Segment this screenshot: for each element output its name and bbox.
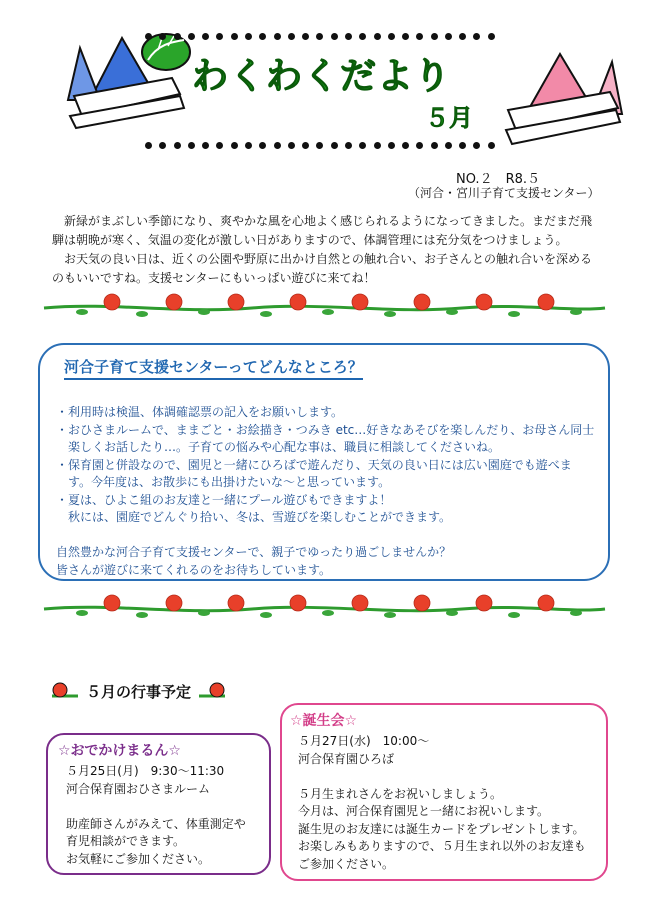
organization: （河合・宮川子育て支援センター） [408, 186, 600, 200]
birthday-line: ５月27日(水) 10:00～ [298, 734, 430, 748]
dotted-border-top [145, 33, 495, 43]
schedule-title: ５月の行事予定 [86, 682, 192, 701]
outing-event-title: ☆おでかけまるん☆ [58, 743, 181, 759]
birthday-line: 河合保育園ひろば [298, 751, 395, 766]
about-line: す。今年度は、お散歩にも出掛けたいな～と思っています。 [56, 475, 391, 489]
intro-paragraph: お天気の良い日は、近くの公園や野原に出かけ自然との触れ合い、お子さんとの触れ合いを深めるのもいいですね。支援センターにもいっぱい遊びに来てね！ [52, 252, 593, 285]
about-line: 楽しくお話したり…。子育ての悩みや心配な事は、職員に相談してくださいね。 [56, 440, 501, 454]
about-line: ・保育園と併設なので、園児と一緒にひろばで遊んだり、天気の良い日には広い園庭でも遊べま [56, 457, 572, 472]
about-section-title: 河合子育て支援センターってどんなところ？ [64, 356, 363, 380]
issue-number: NO.２ R8.５ [456, 172, 540, 187]
kabuto-pink-icon [500, 48, 630, 148]
schedule-heading [48, 680, 229, 702]
outing-event-details [66, 763, 246, 868]
about-line: ・利用時は検温、体調確認票の記入をお願いします。 [56, 405, 344, 419]
about-line: ・おひさまルームで、ままごと・お絵描き・つみき etc…好きなあそびを楽しんだり、お母さん同士 [56, 422, 595, 437]
birthday-line: ご参加ください。 [298, 856, 395, 871]
outing-line: 河合保育園おひさまルーム [66, 781, 211, 796]
birthday-line: ５月生まれさんをお祝いしましょう。 [298, 786, 503, 801]
about-line: 秋には、園庭でどんぐり拾い、冬は、雪遊びを楽しむことができます。 [56, 510, 452, 524]
carnation-icon [48, 680, 82, 702]
dotted-border-bottom [145, 142, 495, 152]
birthday-event-title: ☆誕生会☆ [290, 713, 358, 729]
newsletter-month: ５月 [425, 104, 473, 132]
birthday-event-details [298, 733, 586, 873]
birthday-line: 誕生児のお友達には誕生カードをプレゼントします。 [298, 821, 585, 836]
birthday-line [298, 768, 586, 786]
outing-line [66, 798, 246, 816]
intro-text [52, 212, 600, 288]
outing-line: お気軽にご参加ください。 [66, 851, 211, 866]
about-section-body [56, 404, 601, 579]
about-line: 皆さんが遊びに来てくれるのをお待ちしています。 [56, 562, 332, 577]
newsletter-title: わくわくだより [192, 56, 452, 97]
birthday-line: お楽しみもありますので、５月生まれ以外のお友達も [298, 839, 586, 853]
about-line: ・夏は、ひよこ組のお友達と一緒にプール遊びもできますよ！ [56, 492, 392, 507]
about-line [56, 527, 601, 545]
outing-line: 育児相談ができます。 [66, 834, 186, 848]
birthday-line: 今月は、河合保育園児と一緒にお祝いします。 [298, 804, 550, 818]
about-line: 自然豊かな河合子育て支援センターで、親子でゆったり過ごしませんか？ [56, 545, 452, 559]
outing-line: ５月25日(月) 9:30～11:30 [66, 764, 225, 778]
carnation-garland-icon [42, 593, 607, 623]
outing-line: 助産師さんがみえて、体重測定や [66, 816, 246, 831]
carnation-garland-icon [42, 292, 607, 322]
intro-paragraph: 新緑がまぶしい季節になり、爽やかな風を心地よく感じられるようになってきました。まだまだ飛騨は朝晩が寒く、気温の変化が激しい日がありますので、体調管理には充分気をつけましょう。 [52, 214, 593, 247]
carnation-icon [195, 680, 229, 702]
